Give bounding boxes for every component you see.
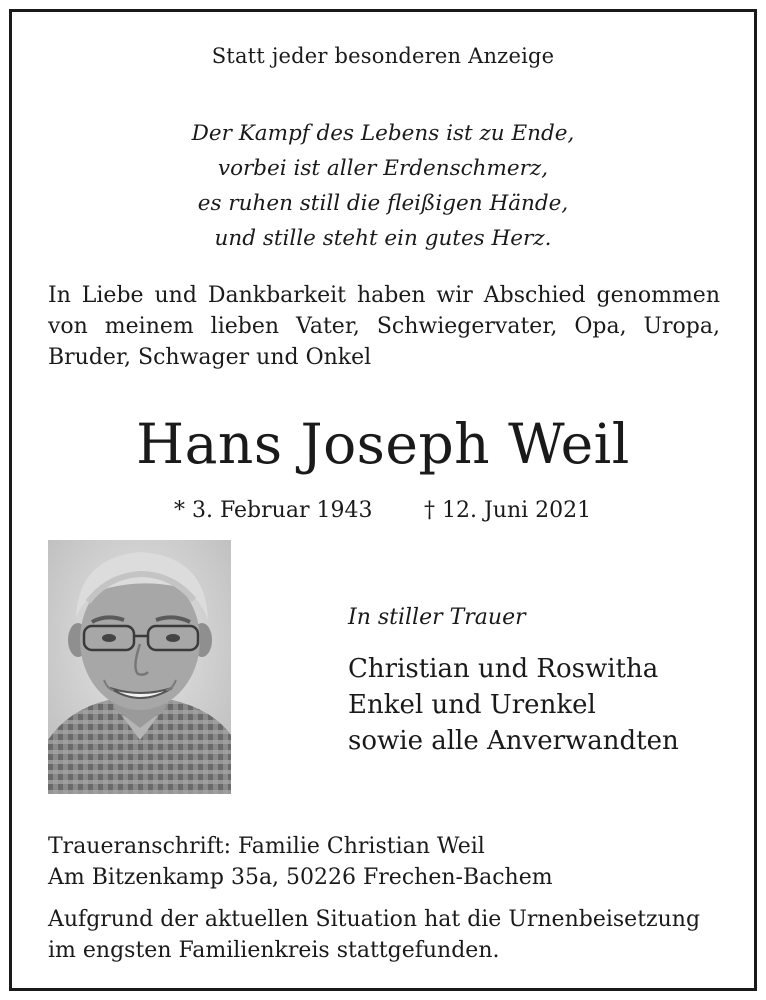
address-line: Traueranschrift: Familie Christian Weil [48, 834, 485, 859]
intro-line: von meinem lieben Vater, Schwiegervater, Opa, Uropa, [48, 314, 720, 339]
deceased-name: Hans Joseph Weil [136, 412, 630, 476]
header-line: Statt jeder besonderen Anzeige [211, 44, 555, 68]
poem-line: und stille steht ein gutes Herz. [214, 226, 552, 251]
address-line: Am Bitzenkamp 35a, 50226 Frechen-Bachem [48, 865, 553, 890]
burial-note [48, 904, 700, 966]
mourning-label: In stiller Trauer [348, 605, 526, 630]
poem [0, 116, 766, 256]
intro-line: Bruder, Schwager und Onkel [48, 345, 372, 370]
intro-line: In Liebe und Dankbarkeit haben wir Abschied genommen [48, 283, 720, 308]
birth-date: * 3. Februar 1943 [174, 498, 373, 523]
poem-line: vorbei ist aller Erdenschmerz, [217, 156, 549, 181]
note-line: im engsten Familienkreis stattgefunden. [48, 938, 500, 963]
poem-line: Der Kampf des Lebens ist zu Ende, [191, 121, 575, 146]
portrait-photo [48, 540, 231, 794]
mourners-list [348, 651, 679, 759]
note-line: Aufgrund der aktuellen Situation hat die Urnenbeisetzung [48, 907, 701, 932]
portrait-image [48, 540, 231, 794]
mourning-address [48, 831, 553, 893]
poem-line: es ruhen still die fleißigen Hände, [197, 191, 569, 216]
mourner-line: Enkel und Urenkel [348, 690, 596, 720]
mourner-line: sowie alle Anverwandten [348, 726, 679, 756]
mourner-line: Christian und Roswitha [348, 654, 659, 684]
death-date: † 12. Juni 2021 [424, 498, 592, 523]
intro-paragraph [48, 280, 720, 373]
